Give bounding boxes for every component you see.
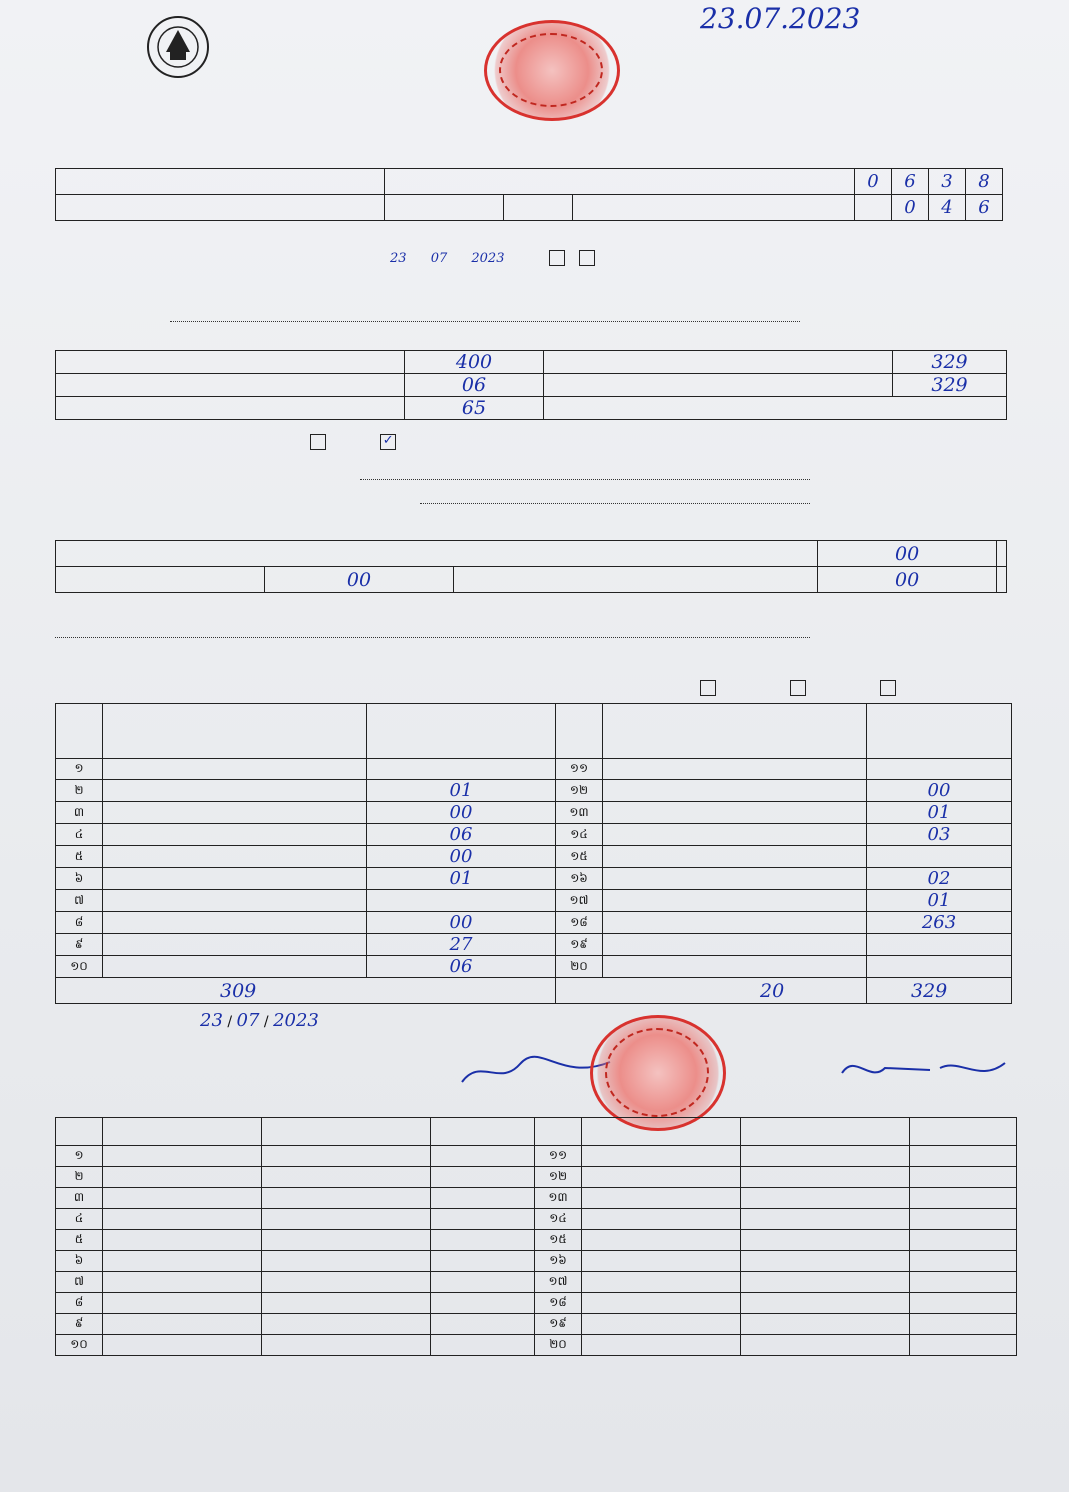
top-official-seal bbox=[484, 20, 620, 121]
count-c-value: 65 bbox=[405, 397, 544, 420]
party-votes bbox=[367, 890, 556, 912]
party-number: ១៣ bbox=[556, 802, 603, 824]
party-number: ១១ bbox=[556, 759, 603, 780]
ballot-type-checkbox-1[interactable] bbox=[700, 680, 716, 696]
agent-name bbox=[582, 1188, 741, 1209]
agent-number: ៥ bbox=[56, 1230, 103, 1251]
agent-name bbox=[103, 1251, 262, 1272]
agent-name bbox=[582, 1251, 741, 1272]
agent-number: ១៨ bbox=[535, 1293, 582, 1314]
col-votes-right bbox=[867, 704, 1012, 759]
party-number: ១ bbox=[56, 759, 103, 780]
col-votes-left bbox=[367, 704, 556, 759]
agent-name bbox=[103, 1188, 262, 1209]
party-row bbox=[56, 802, 1012, 824]
station-code-digit: 8 bbox=[966, 169, 1003, 195]
match-checkbox-no[interactable]: ✓ bbox=[380, 434, 396, 450]
agent-party bbox=[262, 1293, 431, 1314]
agents-col-no-right bbox=[535, 1118, 582, 1146]
agent-number: ១៧ bbox=[535, 1272, 582, 1293]
party-votes: 01 bbox=[367, 868, 556, 890]
agent-signature bbox=[910, 1146, 1017, 1167]
agent-name bbox=[582, 1314, 741, 1335]
intro-month: 07 bbox=[430, 250, 448, 266]
party-row bbox=[56, 824, 1012, 846]
agent-name bbox=[103, 1335, 262, 1356]
agent-row bbox=[56, 1251, 1017, 1272]
agent-signature bbox=[431, 1293, 535, 1314]
party-votes: 01 bbox=[367, 780, 556, 802]
agent-party bbox=[741, 1146, 910, 1167]
agent-number: ៤ bbox=[56, 1209, 103, 1230]
agent-party bbox=[262, 1167, 431, 1188]
agent-row bbox=[56, 1146, 1017, 1167]
party-name bbox=[603, 824, 867, 846]
agents-col-no-left bbox=[56, 1118, 103, 1146]
count-d-value: 329 bbox=[893, 351, 1007, 374]
province-code bbox=[504, 195, 573, 221]
signing-day: 23 bbox=[200, 1010, 223, 1031]
agent-signature bbox=[431, 1230, 535, 1251]
agent-party bbox=[741, 1335, 910, 1356]
party-agents-table bbox=[55, 1117, 1017, 1356]
agent-number: ១១ bbox=[535, 1146, 582, 1167]
agent-party bbox=[262, 1251, 431, 1272]
party-row bbox=[56, 846, 1012, 868]
agent-number: ១៦ bbox=[535, 1251, 582, 1272]
agents-col-party-left bbox=[262, 1118, 431, 1146]
intro-checkbox-yes[interactable] bbox=[549, 250, 565, 266]
agent-party bbox=[262, 1209, 431, 1230]
party-row bbox=[56, 934, 1012, 956]
agent-party bbox=[741, 1209, 910, 1230]
agent-name bbox=[582, 1146, 741, 1167]
agent-name bbox=[103, 1314, 262, 1335]
agent-party bbox=[262, 1272, 431, 1293]
agents-col-name-left bbox=[103, 1118, 262, 1146]
agent-name bbox=[103, 1146, 262, 1167]
party-votes: 00 bbox=[367, 846, 556, 868]
agent-party bbox=[262, 1230, 431, 1251]
agent-name bbox=[582, 1293, 741, 1314]
disputes-row1-label bbox=[56, 541, 818, 567]
party-number: ១០ bbox=[56, 956, 103, 978]
agent-name bbox=[582, 1272, 741, 1293]
station-code-digit: 6 bbox=[892, 169, 929, 195]
ballot-type-checkbox-2[interactable] bbox=[790, 680, 806, 696]
agent-signature bbox=[431, 1335, 535, 1356]
agent-signature bbox=[910, 1167, 1017, 1188]
count-b-label bbox=[56, 374, 405, 397]
agents-col-name-right bbox=[582, 1118, 741, 1146]
count-formula bbox=[544, 397, 1007, 420]
party-number: ១៧ bbox=[556, 890, 603, 912]
agent-name bbox=[582, 1230, 741, 1251]
party-name bbox=[103, 846, 367, 868]
party-votes: 06 bbox=[367, 956, 556, 978]
agent-signature bbox=[910, 1272, 1017, 1293]
party-row bbox=[56, 780, 1012, 802]
total-in-box-value: 329 bbox=[911, 979, 948, 1002]
party-name bbox=[603, 956, 867, 978]
count-d-label bbox=[544, 351, 893, 374]
agent-number: ១២ bbox=[535, 1167, 582, 1188]
agent-party bbox=[741, 1167, 910, 1188]
party-number: ១៦ bbox=[556, 868, 603, 890]
agent-signature bbox=[910, 1251, 1017, 1272]
count-a-label bbox=[56, 351, 405, 374]
commune-label bbox=[573, 195, 855, 221]
agent-signature bbox=[431, 1209, 535, 1230]
match-checkbox-yes[interactable] bbox=[310, 434, 326, 450]
party-results-table bbox=[55, 703, 1012, 1004]
agent-name bbox=[582, 1209, 741, 1230]
party-votes bbox=[367, 759, 556, 780]
station-label bbox=[56, 169, 385, 195]
party-name bbox=[103, 802, 367, 824]
total-invalid-cell bbox=[556, 978, 867, 1004]
party-votes: 01 bbox=[867, 802, 1012, 824]
agent-number: ៣ bbox=[56, 1188, 103, 1209]
secretary-signature bbox=[840, 1048, 1010, 1092]
agent-signature bbox=[910, 1188, 1017, 1209]
agent-row bbox=[56, 1335, 1017, 1356]
party-number: ១៩ bbox=[556, 934, 603, 956]
party-votes: 263 bbox=[867, 912, 1012, 934]
party-name bbox=[603, 846, 867, 868]
agent-party bbox=[741, 1272, 910, 1293]
party-name bbox=[603, 780, 867, 802]
party-number: ៤ bbox=[56, 824, 103, 846]
disputes-row2-value-b: 00 bbox=[818, 567, 997, 593]
party-votes bbox=[867, 846, 1012, 868]
signing-month: 07 bbox=[236, 1010, 260, 1031]
agent-party bbox=[741, 1230, 910, 1251]
commune-code-digit: 0 bbox=[892, 195, 929, 221]
col-no-right bbox=[556, 704, 603, 759]
party-votes: 01 bbox=[867, 890, 1012, 912]
total-invalid-value: 20 bbox=[760, 979, 785, 1002]
party-name bbox=[603, 868, 867, 890]
count-c-label bbox=[56, 397, 405, 420]
party-number: ៨ bbox=[56, 912, 103, 934]
intro-year: 2023 bbox=[471, 250, 505, 266]
agent-row bbox=[56, 1293, 1017, 1314]
party-number: ១៤ bbox=[556, 824, 603, 846]
agent-number: ២ bbox=[56, 1167, 103, 1188]
party-number: ១២ bbox=[556, 780, 603, 802]
agent-number: ៩ bbox=[56, 1314, 103, 1335]
party-number: ១៨ bbox=[556, 912, 603, 934]
agent-party bbox=[741, 1314, 910, 1335]
agent-signature bbox=[910, 1230, 1017, 1251]
party-row bbox=[56, 890, 1012, 912]
signing-year: 2023 bbox=[273, 1010, 319, 1031]
agent-signature bbox=[431, 1272, 535, 1293]
col-party-left bbox=[103, 704, 367, 759]
agent-number: ១០ bbox=[56, 1335, 103, 1356]
agent-number: ១៥ bbox=[535, 1230, 582, 1251]
agent-signature bbox=[431, 1146, 535, 1167]
agent-row bbox=[56, 1209, 1017, 1230]
agent-name bbox=[103, 1230, 262, 1251]
agent-number: ៦ bbox=[56, 1251, 103, 1272]
agent-number: ១៣ bbox=[535, 1188, 582, 1209]
party-number: ៧ bbox=[56, 890, 103, 912]
province-value bbox=[385, 195, 504, 221]
agent-number: ៨ bbox=[56, 1293, 103, 1314]
party-row bbox=[56, 912, 1012, 934]
agent-signature bbox=[910, 1335, 1017, 1356]
agent-number: ១ bbox=[56, 1146, 103, 1167]
party-votes: 02 bbox=[867, 868, 1012, 890]
disputes-row1-unit bbox=[997, 541, 1007, 567]
party-name bbox=[103, 890, 367, 912]
party-name bbox=[103, 868, 367, 890]
agent-party bbox=[262, 1335, 431, 1356]
agent-name bbox=[582, 1335, 741, 1356]
party-number: ៦ bbox=[56, 868, 103, 890]
party-name bbox=[103, 759, 367, 780]
agent-name bbox=[582, 1167, 741, 1188]
agent-name bbox=[103, 1272, 262, 1293]
agent-number: ១៤ bbox=[535, 1209, 582, 1230]
agents-col-sign-right bbox=[910, 1118, 1017, 1146]
disputes-row2-label bbox=[56, 567, 265, 593]
party-number: ១៥ bbox=[556, 846, 603, 868]
disputes-table bbox=[55, 540, 1007, 593]
match-check-row bbox=[100, 434, 396, 450]
party-name bbox=[103, 824, 367, 846]
party-row bbox=[56, 759, 1012, 780]
disputes-row2-unit bbox=[997, 567, 1007, 593]
party-votes bbox=[867, 956, 1012, 978]
total-in-box-cell bbox=[867, 978, 1012, 1004]
station-value bbox=[385, 169, 855, 195]
party-votes: 00 bbox=[367, 912, 556, 934]
agent-number: ៧ bbox=[56, 1272, 103, 1293]
intro-day: 23 bbox=[390, 250, 407, 266]
section2-intro bbox=[100, 250, 1000, 266]
agent-name bbox=[103, 1167, 262, 1188]
party-name bbox=[103, 956, 367, 978]
party-name bbox=[103, 912, 367, 934]
party-votes: 00 bbox=[367, 802, 556, 824]
party-votes: 00 bbox=[867, 780, 1012, 802]
party-name bbox=[103, 780, 367, 802]
party-number: ៣ bbox=[56, 802, 103, 824]
total-valid-value: 309 bbox=[220, 979, 257, 1002]
agent-party bbox=[262, 1188, 431, 1209]
party-number: ៥ bbox=[56, 846, 103, 868]
committee-seal bbox=[590, 1015, 726, 1131]
disputes-row1-value: 00 bbox=[818, 541, 997, 567]
section3-note-line bbox=[55, 636, 810, 638]
col-party-right bbox=[603, 704, 867, 759]
agents-col-sign-left bbox=[431, 1118, 535, 1146]
agent-party bbox=[741, 1293, 910, 1314]
party-name bbox=[103, 934, 367, 956]
agent-number: ២០ bbox=[535, 1335, 582, 1356]
agent-signature bbox=[431, 1188, 535, 1209]
agent-row bbox=[56, 1314, 1017, 1335]
count-e-value: 329 bbox=[893, 374, 1007, 397]
ballot-type-row bbox=[100, 680, 896, 696]
agent-name bbox=[103, 1209, 262, 1230]
agents-col-party-right bbox=[741, 1118, 910, 1146]
agent-row bbox=[56, 1188, 1017, 1209]
agent-signature bbox=[431, 1167, 535, 1188]
date-sep-1: / bbox=[227, 1014, 237, 1030]
party-name bbox=[603, 912, 867, 934]
party-row bbox=[56, 956, 1012, 978]
explanation-line-2 bbox=[420, 502, 810, 504]
party-votes: 03 bbox=[867, 824, 1012, 846]
party-votes: 27 bbox=[367, 934, 556, 956]
agent-party bbox=[741, 1251, 910, 1272]
intro-checkbox-no[interactable] bbox=[579, 250, 595, 266]
party-name bbox=[603, 890, 867, 912]
commune-code-digit: 6 bbox=[966, 195, 1003, 221]
explanation-line-1 bbox=[360, 478, 810, 480]
signing-date bbox=[110, 1010, 319, 1031]
agent-row bbox=[56, 1167, 1017, 1188]
disputes-row2-label-b bbox=[454, 567, 818, 593]
party-votes bbox=[867, 759, 1012, 780]
col-no-left bbox=[56, 704, 103, 759]
polling-station-table bbox=[55, 168, 1003, 221]
agent-number: ១៩ bbox=[535, 1314, 582, 1335]
agent-party bbox=[262, 1314, 431, 1335]
party-votes bbox=[867, 934, 1012, 956]
station-code-digit: 0 bbox=[855, 169, 892, 195]
party-name bbox=[603, 759, 867, 780]
party-number: ២០ bbox=[556, 956, 603, 978]
party-votes: 06 bbox=[367, 824, 556, 846]
disputes-row2-value: 00 bbox=[265, 567, 454, 593]
agent-row bbox=[56, 1272, 1017, 1293]
count-e-label bbox=[544, 374, 893, 397]
date-sep-2: / bbox=[263, 1014, 274, 1030]
party-name bbox=[603, 802, 867, 824]
station-code-digit: 3 bbox=[929, 169, 966, 195]
agent-signature bbox=[431, 1314, 535, 1335]
agent-signature bbox=[910, 1293, 1017, 1314]
party-number: ២ bbox=[56, 780, 103, 802]
agent-party bbox=[262, 1146, 431, 1167]
emblem-icon bbox=[140, 12, 216, 82]
agent-signature bbox=[910, 1314, 1017, 1335]
notes-dotted-line bbox=[170, 320, 800, 322]
count-a-value: 400 bbox=[405, 351, 544, 374]
total-valid-cell bbox=[56, 978, 556, 1004]
province-label bbox=[56, 195, 385, 221]
commune-code-digit: 4 bbox=[929, 195, 966, 221]
agent-party bbox=[741, 1188, 910, 1209]
agent-row bbox=[56, 1230, 1017, 1251]
count-b-value: 06 bbox=[405, 374, 544, 397]
handwritten-receipt-date: 23.07.2023 bbox=[700, 2, 861, 35]
ballot-count-table bbox=[55, 350, 1007, 420]
agent-signature bbox=[910, 1209, 1017, 1230]
agent-name bbox=[103, 1293, 262, 1314]
commune-code-blank bbox=[855, 195, 892, 221]
party-row bbox=[56, 868, 1012, 890]
agent-signature bbox=[431, 1251, 535, 1272]
party-number: ៩ bbox=[56, 934, 103, 956]
party-name bbox=[603, 934, 867, 956]
ballot-type-checkbox-3[interactable] bbox=[880, 680, 896, 696]
